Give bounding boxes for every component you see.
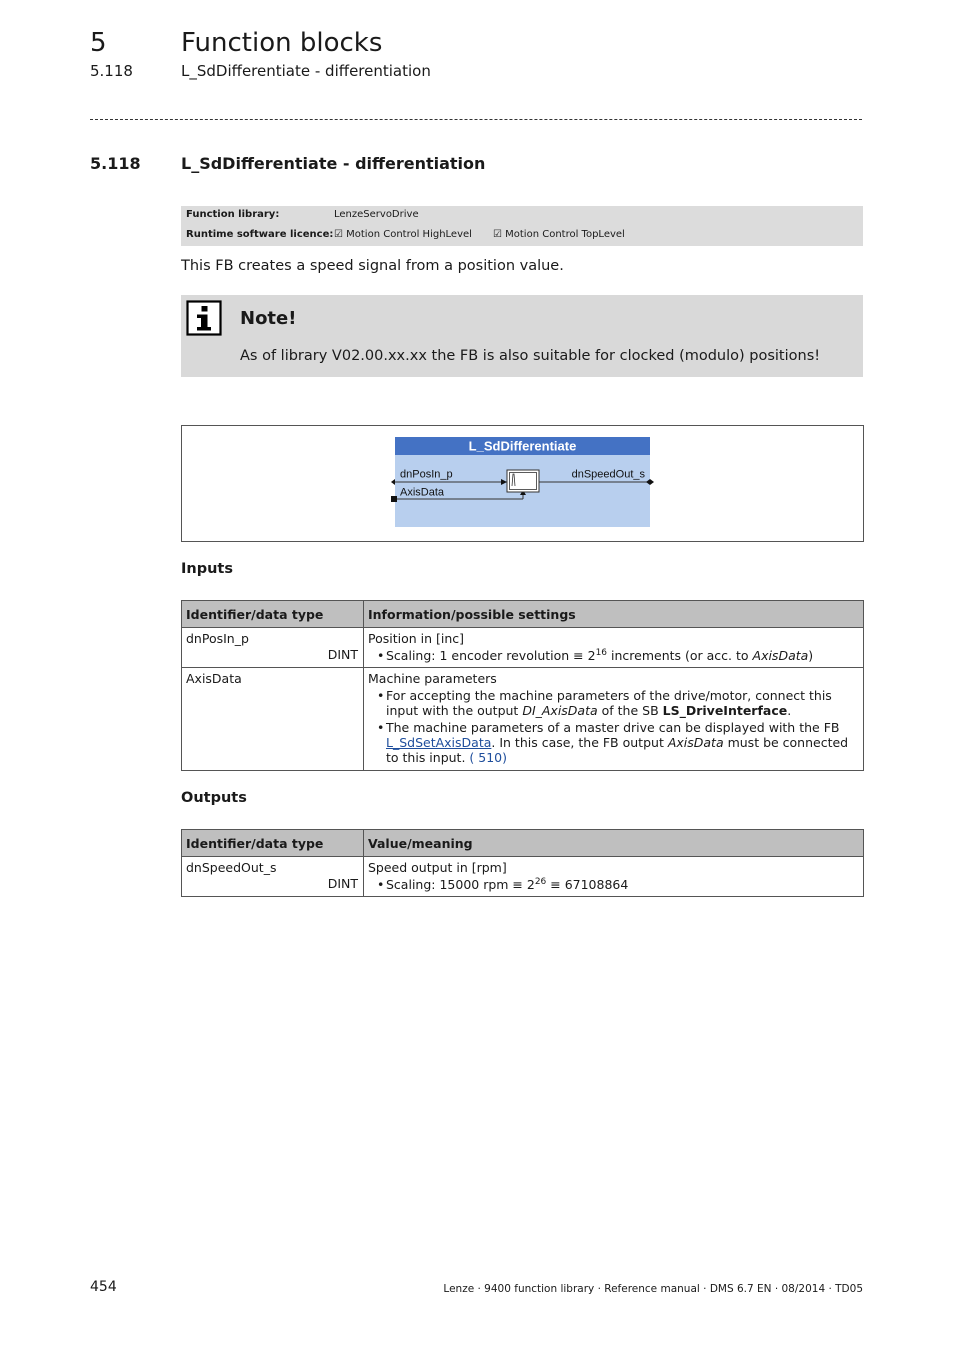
header-divider (90, 119, 862, 120)
licence-toplevel: ☑ Motion Control TopLevel (493, 229, 625, 240)
data-type: DINT (327, 876, 358, 891)
intro-text: This FB creates a speed signal from a position value. (181, 258, 564, 274)
identifier-cell (182, 668, 364, 771)
axisdata-ref: AxisData (667, 735, 724, 750)
table-header-row (182, 601, 864, 628)
list-item (368, 688, 859, 718)
function-block-frame (181, 425, 864, 542)
info-cell (364, 628, 864, 668)
licence-label: Runtime software licence: (186, 229, 334, 240)
table-header-row (182, 830, 864, 857)
input-label-axisdata: AxisData (400, 486, 445, 499)
bullet-text: For accepting the machine parameters of the drive/motor, connect this input with the output (386, 688, 832, 718)
identifier-name: dnSpeedOut_s (186, 860, 277, 875)
section-number: 5.118 (90, 154, 141, 173)
page-number: 454 (90, 1279, 117, 1295)
di-axisdata-ref: DI_AxisData (522, 703, 598, 718)
footer-text: Lenze · 9400 function library · Reference manual · DMS 6.7 EN · 08/2014 · TD05 (443, 1283, 863, 1295)
info-text: Position in [inc] (368, 631, 465, 646)
ls-driveinterface-ref: LS_DriveInterface (662, 703, 788, 718)
inputs-table (181, 600, 864, 771)
data-type: DINT (327, 647, 358, 662)
bullet-text-end: must be connected to this input. (386, 735, 849, 765)
list-item (368, 877, 859, 892)
link-l-sdsetaxisdata[interactable]: L_SdSetAxisData (386, 735, 492, 750)
outputs-table (181, 829, 864, 897)
input-label-dnposin: dnPosIn_p (400, 468, 453, 481)
identifier-name: AxisData (186, 671, 242, 686)
bullet-text-end: . (787, 703, 792, 718)
list-item (368, 648, 859, 663)
chapter-number: 5 (90, 28, 107, 58)
scaling-text-cont: increments (or acc. to (607, 648, 753, 663)
identifier-cell (182, 857, 364, 897)
block-title: L_SdDifferentiate (468, 438, 577, 454)
scaling-text-end: ≡ 67108864 (546, 877, 629, 892)
table-row (182, 628, 864, 668)
library-info-box (181, 206, 863, 246)
library-value: LenzeServoDrive (334, 209, 419, 220)
table-row (182, 668, 864, 771)
info-icon (186, 300, 222, 336)
differentiator-symbol (507, 470, 539, 492)
info-text: Machine parameters (368, 671, 497, 686)
note-text: As of library V02.00.xx.xx the FB is also suitable for clocked (modulo) positions! (240, 348, 821, 364)
identifier-cell (182, 628, 364, 668)
section-title: L_SdDifferentiate - differentiation (181, 154, 486, 173)
function-block-diagram (182, 426, 863, 541)
scaling-text-end: ) (808, 648, 814, 663)
note-box (181, 295, 863, 377)
identifier-name: dnPosIn_p (186, 631, 249, 646)
info-text: Speed output in [rpm] (368, 860, 507, 875)
col-identifier: Identifier/data type (182, 830, 364, 857)
page-reference-link[interactable]: ( 510) (469, 750, 507, 765)
note-title: Note! (240, 308, 297, 329)
header-section-title: L_SdDifferentiate - differentiation (181, 62, 431, 80)
input-port-axisdata (391, 496, 397, 502)
col-value: Value/meaning (364, 830, 864, 857)
bullet-text-cont: . In this case, the FB output (491, 735, 668, 750)
table-row (182, 857, 864, 897)
outputs-heading: Outputs (181, 790, 247, 806)
exponent: 16 (595, 647, 608, 658)
header-section-number: 5.118 (90, 62, 133, 80)
list-item (368, 720, 859, 765)
col-identifier: Identifier/data type (182, 601, 364, 628)
licence-highlevel: ☑ Motion Control HighLevel (334, 229, 472, 240)
library-label: Function library: (186, 209, 280, 220)
exponent: 26 (534, 876, 547, 887)
input-port-dnposin (391, 479, 395, 485)
inputs-heading: Inputs (181, 561, 233, 577)
info-cell (364, 668, 864, 771)
col-information: Information/possible settings (364, 601, 864, 628)
output-label-dnspeedout: dnSpeedOut_s (571, 468, 645, 481)
info-cell (364, 857, 864, 897)
chapter-title: Function blocks (181, 28, 383, 58)
scaling-text: Scaling: 15000 rpm ≡ 2 (386, 877, 535, 892)
bullet-text: The machine parameters of a master drive can be displayed with the FB (386, 720, 840, 735)
axisdata-ref: AxisData (752, 648, 809, 663)
scaling-text: Scaling: 1 encoder revolution ≡ 2 (386, 648, 596, 663)
bullet-text-cont: of the SB (597, 703, 663, 718)
